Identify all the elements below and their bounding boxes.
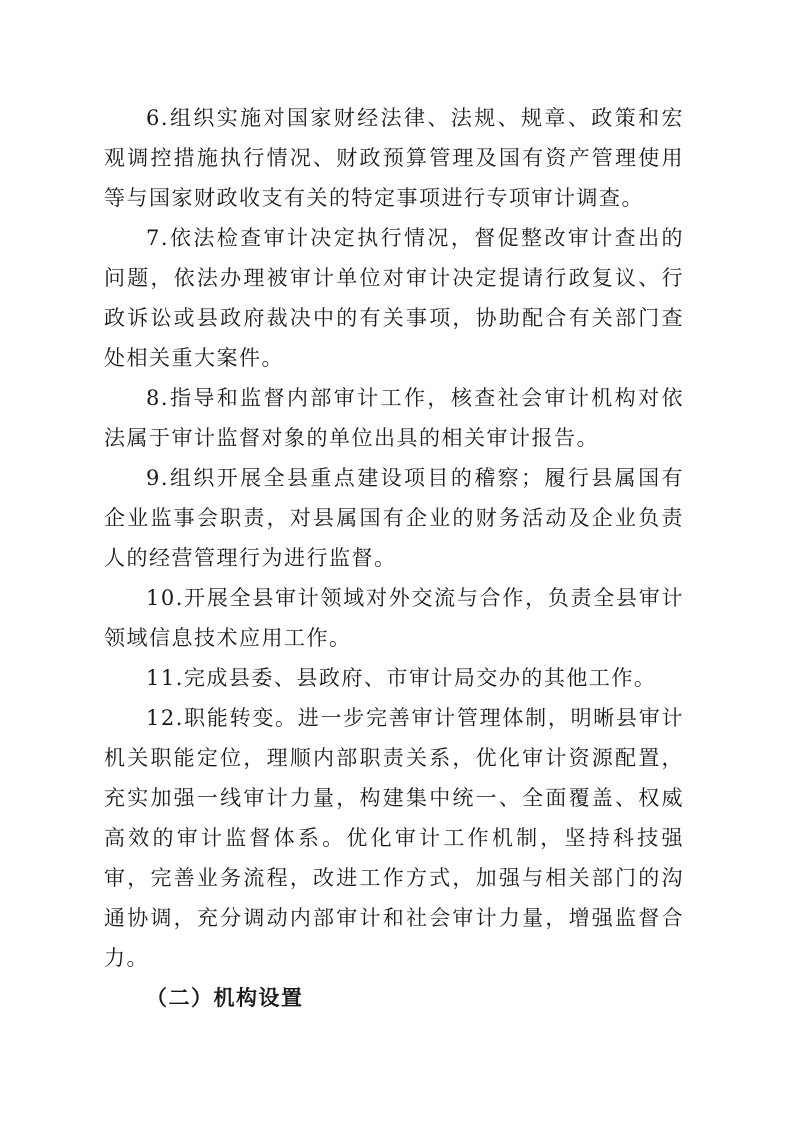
paragraph-item-8: 8.指导和监督内部审计工作，核查社会审计机构对依法属于审计监督对象的单位出具的相关审计报告。: [104, 386, 684, 450]
paragraph-item-6: 6.组织实施对国家财经法律、法规、规章、政策和宏观调控措施执行情况、财政预算管理及国有资产管理使用等与国家财政收支有关的特定事项进行专项审计调查。: [104, 106, 684, 210]
paragraph-item-9: 9.组织开展全县重点建设项目的稽察；履行县属国有企业监事会职责，对县属国有企业的财务活动及企业负责人的经营管理行为进行监督。: [104, 466, 684, 570]
paragraph-item-12: 12.职能转变。进一步完善审计管理体制，明晰县审计机关职能定位，理顺内部职责关系，优化审计资源配置，充实加强一线审计力量，构建集中统一、全面覆盖、权威高效的审计监督体系。优化审计工作机制，坚持科技强审，完善业务流程，改进工作方式，加强与相关部门的沟通协调，充分调动内部审计和社会审计力量，增强监督合力。: [104, 706, 684, 970]
document-body: [104, 98, 684, 1018]
paragraph-item-10: 10.开展全县审计领域对外交流与合作，负责全县审计领域信息技术应用工作。: [104, 586, 684, 650]
paragraph-item-7: 7.依法检查审计决定执行情况，督促整改审计查出的问题，依法办理被审计单位对审计决定提请行政复议、行政诉讼或县政府裁决中的有关事项，协助配合有关部门查处相关重大案件。: [104, 226, 684, 370]
section-heading: （二）机构设置: [146, 985, 304, 1010]
paragraph-item-11: 11.完成县委、县政府、市审计局交办的其他工作。: [146, 666, 657, 690]
